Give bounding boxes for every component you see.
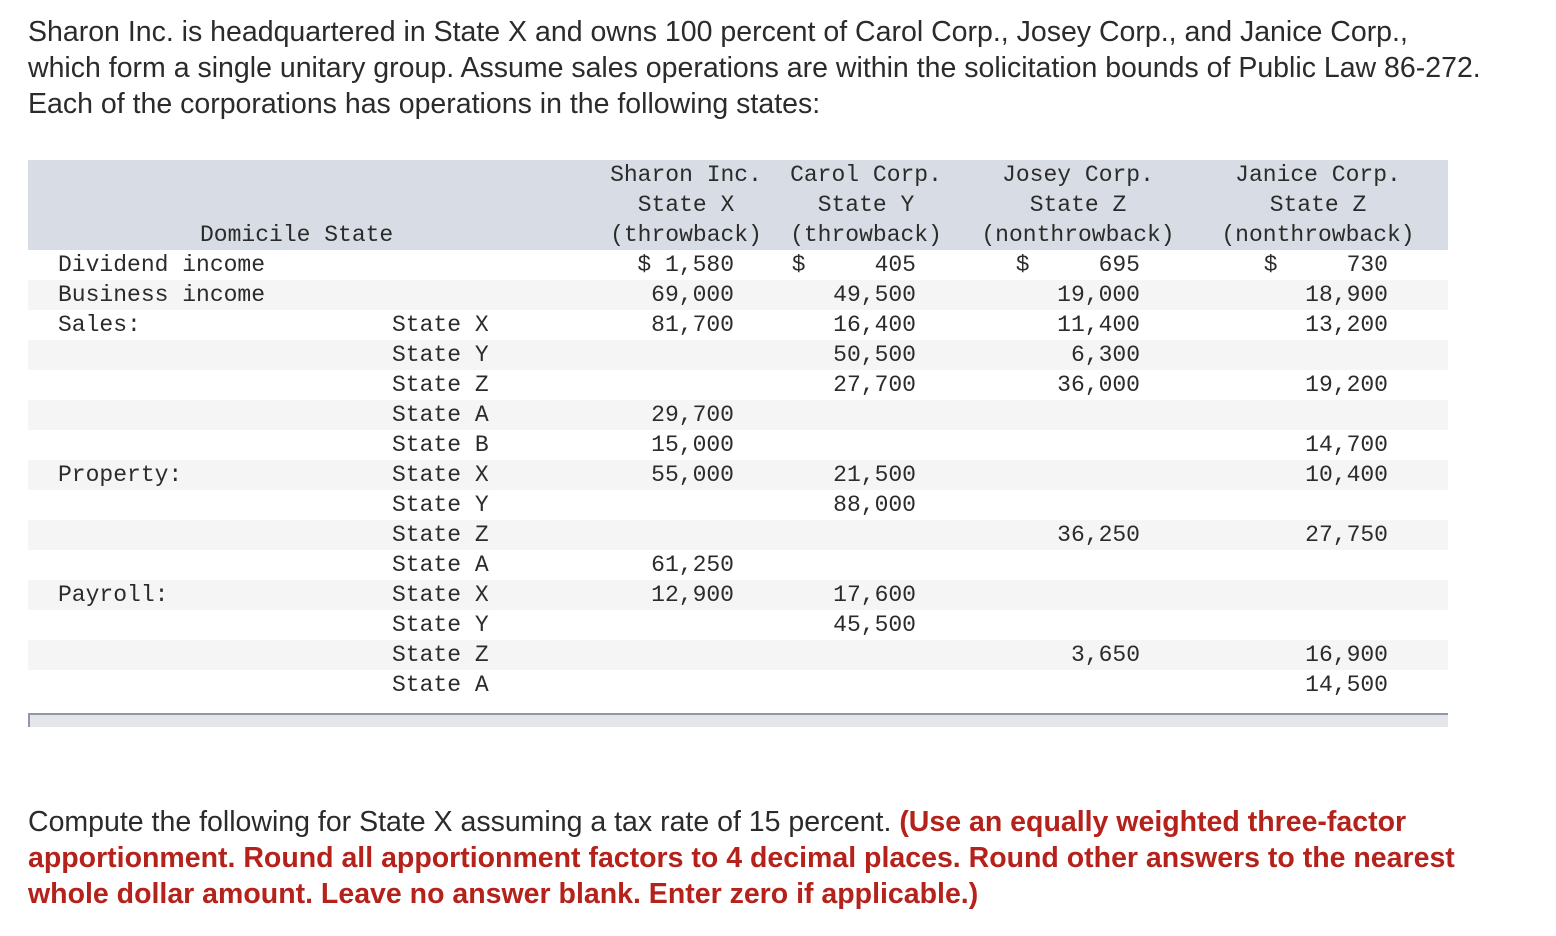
company-state-janice: State Z — [1269, 192, 1367, 218]
value-janice: 16,900 — [1305, 642, 1388, 668]
row-state: State B — [392, 432, 489, 458]
table-body — [28, 250, 1448, 700]
value-sharon: 69,000 — [651, 282, 734, 308]
value-sharon: 61,250 — [651, 552, 734, 578]
table-row — [28, 580, 1448, 610]
operations-table — [28, 160, 1448, 700]
company-name-janice: Janice Corp. — [1235, 162, 1401, 188]
value-josey: $ 695 — [1015, 252, 1140, 278]
company-state-josey: State Z — [1029, 192, 1127, 218]
value-janice: 18,900 — [1305, 282, 1388, 308]
company-name-josey: Josey Corp. — [1002, 162, 1154, 188]
instruction-main: Compute the following for State X assuming a tax rate of 15 percent. — [28, 806, 900, 838]
row-label: Payroll: — [58, 582, 169, 608]
value-sharon: 81,700 — [651, 312, 734, 338]
value-carol: $ 405 — [791, 252, 916, 278]
table-row — [28, 670, 1448, 700]
row-state: State Y — [392, 342, 489, 368]
value-sharon: 55,000 — [651, 462, 734, 488]
value-sharon: 12,900 — [651, 582, 734, 608]
value-sharon: $ 1,580 — [637, 252, 734, 278]
row-state: State Y — [392, 612, 489, 638]
company-method-sharon: (throwback) — [610, 222, 762, 248]
value-josey: 3,650 — [1070, 642, 1140, 668]
company-state-carol: State Y — [817, 192, 915, 218]
value-carol: 50,500 — [833, 342, 916, 368]
value-carol: 21,500 — [833, 462, 916, 488]
value-josey: 36,000 — [1057, 372, 1140, 398]
company-method-carol: (throwback) — [790, 222, 942, 248]
row-state: State A — [392, 402, 489, 428]
value-carol: 49,500 — [833, 282, 916, 308]
row-state: State X — [392, 582, 489, 608]
table-footer-tick — [28, 713, 30, 727]
value-josey: 19,000 — [1057, 282, 1140, 308]
table-row — [28, 520, 1448, 550]
table-row — [28, 460, 1448, 490]
row-state: State A — [392, 552, 489, 578]
row-label: Property: — [58, 462, 183, 488]
table-row — [28, 430, 1448, 460]
row-state: State X — [392, 312, 489, 338]
problem-intro: Sharon Inc. is headquartered in State X and owns 100 percent of Carol Corp., Josey Corp., and Janice Corp., which form a single unitary group. Assume sales operations are within the solicitation bounds of Public Law 86-272. Each of the corporations has operations in the following states: — [28, 16, 1481, 120]
company-name-sharon: Sharon Inc. — [610, 162, 762, 188]
row-label: Business income — [58, 282, 266, 308]
value-josey: 6,300 — [1070, 342, 1140, 368]
table-row — [28, 280, 1448, 310]
value-josey: 36,250 — [1057, 522, 1140, 548]
table-row — [28, 490, 1448, 520]
value-carol: 27,700 — [833, 372, 916, 398]
row-state: State Z — [392, 642, 489, 668]
row-state: State X — [392, 462, 489, 488]
row-state: State Y — [392, 492, 489, 518]
value-sharon: 29,700 — [651, 402, 734, 428]
value-sharon: 15,000 — [651, 432, 734, 458]
table-row — [28, 550, 1448, 580]
value-janice: 10,400 — [1305, 462, 1388, 488]
value-janice: 14,500 — [1305, 672, 1388, 698]
row-label: Sales: — [58, 312, 141, 338]
row-state: State Z — [392, 372, 489, 398]
table-row — [28, 400, 1448, 430]
instruction-note: (Use an equally weighted three-factor apportionment. Round all apportionment factors to 4 decimal places. Round other answers to the nearest whole dollar amount. Leave no answer blank. Enter zero if applicable.) — [28, 806, 1455, 910]
row-state: State Z — [392, 522, 489, 548]
value-carol: 88,000 — [833, 492, 916, 518]
row-state: State A — [392, 672, 489, 698]
value-janice: $ 730 — [1263, 252, 1388, 278]
table-row — [28, 370, 1448, 400]
table-row — [28, 340, 1448, 370]
company-method-josey: (nonthrowback) — [981, 222, 1175, 248]
value-janice: 27,750 — [1305, 522, 1388, 548]
table-row — [28, 250, 1448, 280]
value-carol: 16,400 — [833, 312, 916, 338]
value-carol: 17,600 — [833, 582, 916, 608]
company-name-carol: Carol Corp. — [790, 162, 942, 188]
domicile-state-label: Domicile State — [200, 222, 394, 248]
table-footer-rule — [28, 713, 1448, 727]
company-method-janice: (nonthrowback) — [1221, 222, 1415, 248]
value-josey: 11,400 — [1057, 312, 1140, 338]
value-carol: 45,500 — [833, 612, 916, 638]
table-row — [28, 310, 1448, 340]
value-janice: 14,700 — [1305, 432, 1388, 458]
table-header — [28, 160, 1448, 250]
instruction-text — [28, 804, 1538, 912]
value-janice: 19,200 — [1305, 372, 1388, 398]
row-label: Dividend income — [58, 252, 266, 278]
table-row — [28, 610, 1448, 640]
value-janice: 13,200 — [1305, 312, 1388, 338]
table-row — [28, 640, 1448, 670]
company-state-sharon: State X — [637, 192, 735, 218]
